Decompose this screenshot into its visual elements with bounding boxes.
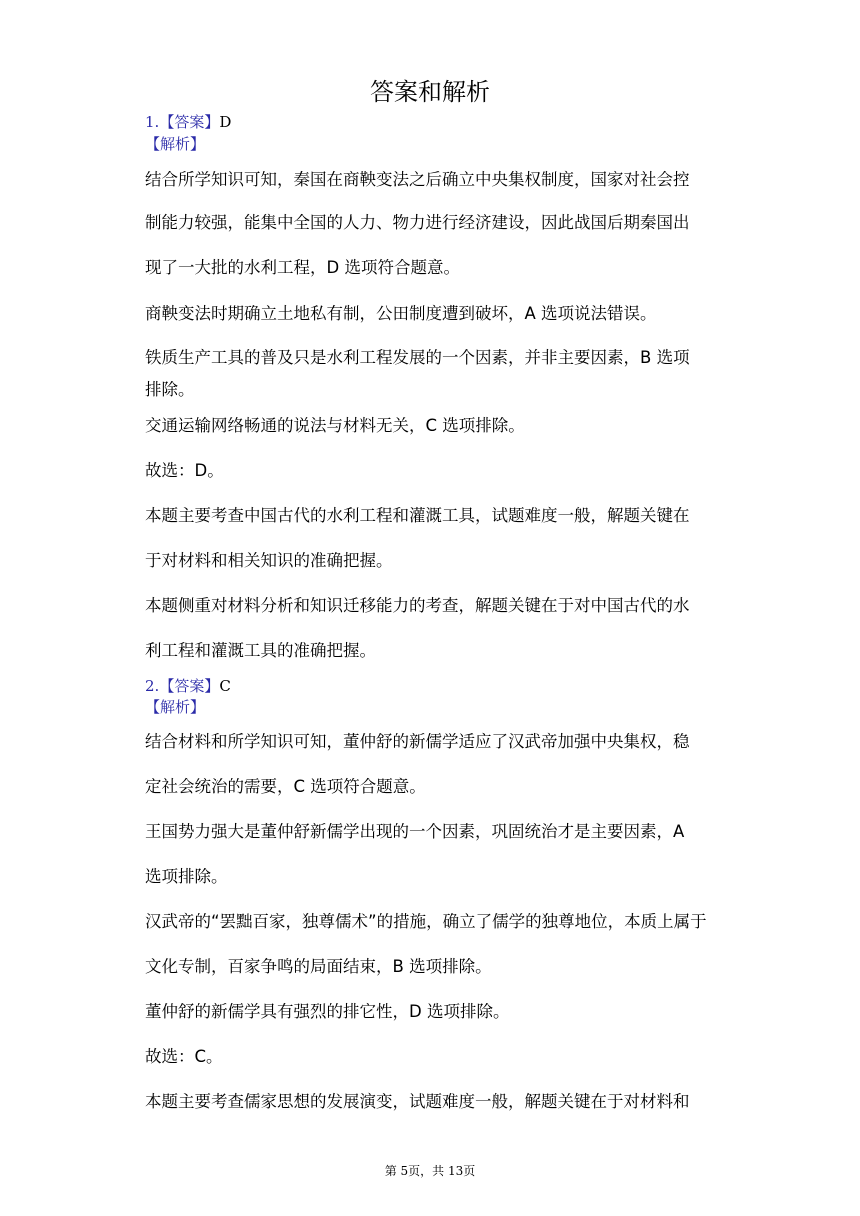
q2-answer-row [145,676,231,696]
page-footer: 第 5页，共 13页 [384,1164,476,1178]
q1-line: 制能力较强，能集中全国的人力、物力进行经济建设，因此战国后期秦国出 [145,213,690,232]
q2-line: 选项排除。 [145,867,228,886]
q1-line: 于对材料和相关知识的准确把握。 [145,551,393,570]
q1-line: 本题主要考查中国古代的水利工程和灌溉工具，试题难度一般，解题关键在 [145,506,690,525]
q2-line: 王国势力强大是董仲舒新儒学出现的一个因素，巩固统治才是主要因素，A [145,822,685,841]
q1-number: 1. [145,113,160,131]
q1-line: 利工程和灌溉工具的准确把握。 [145,641,376,660]
q1-line: 结合所学知识可知，秦国在商鞅变法之后确立中央集权制度，国家对社会控 [145,170,690,189]
q2-line: 结合材料和所学知识可知，董仲舒的新儒学适应了汉武帝加强中央集权，稳 [145,732,690,751]
q2-analysis-label: 【解析】 [145,698,206,716]
q1-line: 本题侧重对材料分析和知识迁移能力的考查，解题关键在于对中国古代的水 [145,596,690,615]
q2-line: 文化专制，百家争鸣的局面结束，B 选项排除。 [145,957,492,976]
q1-line: 交通运输网络畅通的说法与材料无关，C 选项排除。 [145,416,525,435]
q2-line: 汉武帝的“罢黜百家，独尊儒术”的措施，确立了儒学的独尊地位，本质上属于 [145,912,707,931]
q2-line: 故选：C。 [145,1047,223,1066]
q1-line: 现了一大批的水利工程，D 选项符合题意。 [145,258,460,277]
q2-answer-label: 【答案】 [159,677,220,695]
q2-line: 定社会统治的需要，C 选项符合题意。 [145,777,426,796]
q2-line: 董仲舒的新儒学具有强烈的排它性，D 选项排除。 [145,1002,510,1021]
q1-line: 铁质生产工具的普及只是水利工程发展的一个因素，并非主要因素，B 选项 [145,348,690,367]
q2-number: 2. [145,677,160,695]
q1-line: 商鞅变法时期确立土地私有制，公田制度遭到破坏，A 选项说法错误。 [145,304,657,323]
q1-analysis-label: 【解析】 [145,135,206,153]
page-title: 答案和解析 [370,78,490,106]
q1-line: 故选：D。 [145,461,224,480]
q2-answer-value: C [219,677,231,695]
q1-answer-label: 【答案】 [159,113,220,131]
q1-answer-row [145,112,231,132]
q1-answer-value: D [219,113,232,131]
q1-line: 排除。 [145,380,195,399]
q2-line: 本题主要考查儒家思想的发展演变，试题难度一般，解题关键在于对材料和 [145,1092,690,1111]
